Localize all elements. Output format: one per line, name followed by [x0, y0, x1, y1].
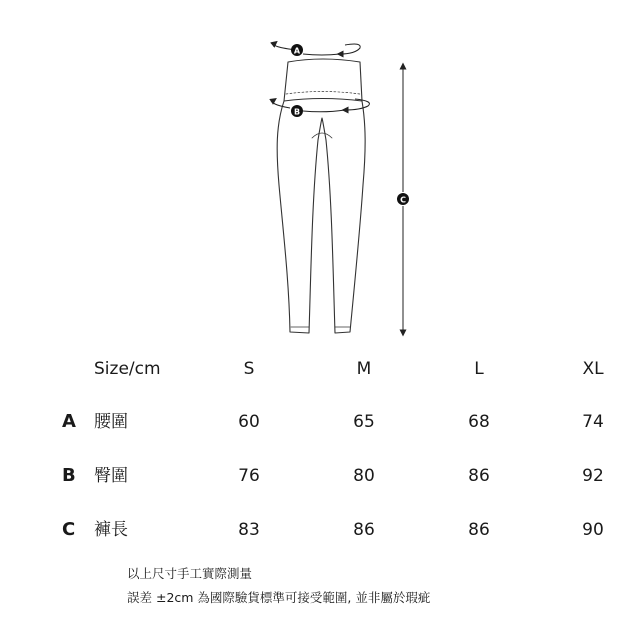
row-label: 臀圍 — [94, 466, 128, 486]
row-letter: A — [62, 411, 76, 432]
tolerance-note: 誤差 ±2cm 為國際驗貨標準可接受範圍, 並非屬於瑕疵 — [127, 590, 431, 605]
table-cell: 92 — [582, 466, 604, 486]
measurement-note: 以上尺寸手工實際測量 — [127, 566, 253, 581]
size-xl-header: XL — [582, 359, 604, 379]
table-cell: 90 — [582, 520, 604, 540]
size-m-header: M — [356, 359, 372, 379]
marker-b-label: B — [293, 107, 301, 117]
table-cell: 65 — [353, 412, 375, 432]
table-cell: 60 — [238, 412, 260, 432]
table-cell: 74 — [582, 412, 604, 432]
size-unit-header: Size/cm — [94, 359, 161, 379]
row-letter: B — [62, 465, 76, 486]
table-cell: 86 — [468, 520, 490, 540]
table-cell: 86 — [468, 466, 490, 486]
marker-a-label: A — [293, 46, 301, 56]
size-s-header: S — [243, 359, 255, 379]
row-letter: C — [62, 519, 76, 540]
table-cell: 86 — [353, 520, 375, 540]
table-cell: 83 — [238, 520, 260, 540]
size-l-header: L — [474, 359, 484, 379]
table-cell: 68 — [468, 412, 490, 432]
table-cell: 76 — [238, 466, 260, 486]
row-label: 褲長 — [94, 520, 128, 540]
table-cell: 80 — [353, 466, 375, 486]
row-label: 腰圍 — [94, 412, 128, 432]
marker-c-label: C — [400, 195, 406, 205]
